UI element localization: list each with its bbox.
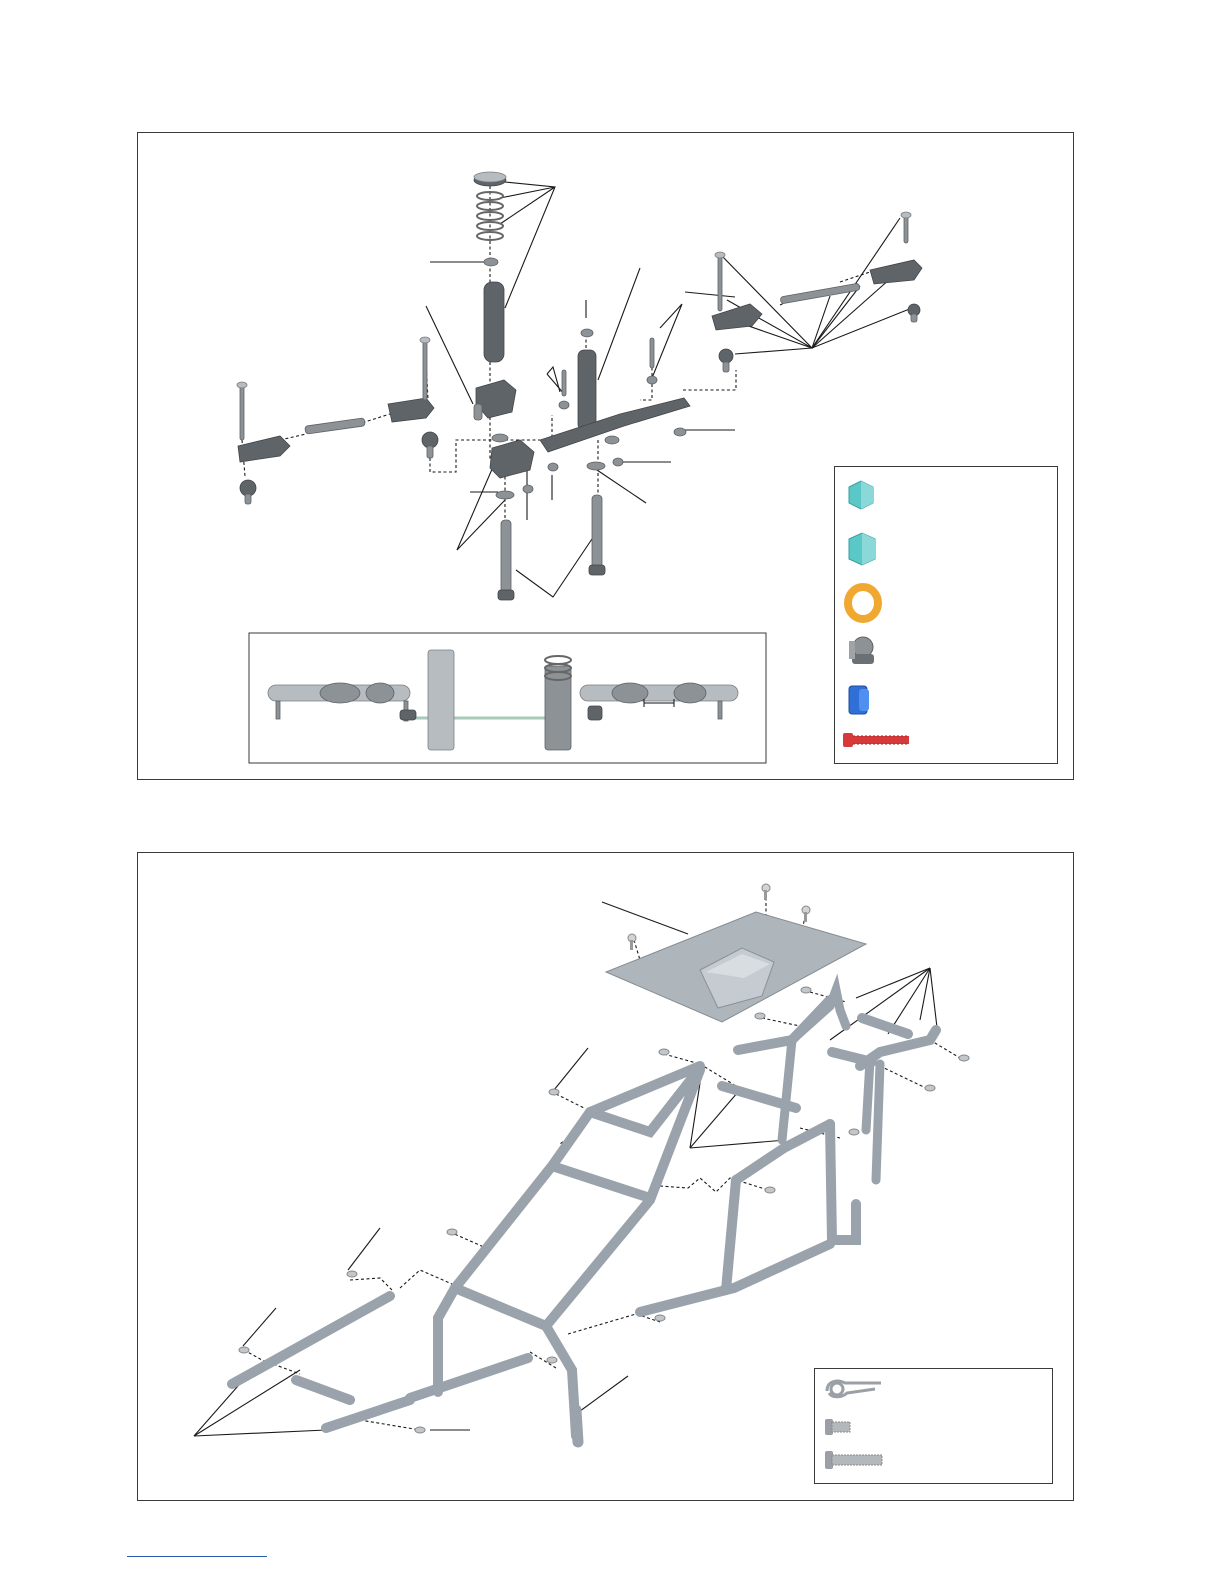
long-screw-icon <box>825 1451 882 1469</box>
footer-link-underline[interactable] <box>127 1556 267 1557</box>
short-screw-icon <box>825 1419 850 1435</box>
hardware-legend-bottom <box>814 1368 1053 1484</box>
cage-assembly-dashes <box>244 892 960 1430</box>
body-clip-icon <box>827 1381 881 1397</box>
hardware-legend-bottom-icons <box>815 1369 1054 1485</box>
